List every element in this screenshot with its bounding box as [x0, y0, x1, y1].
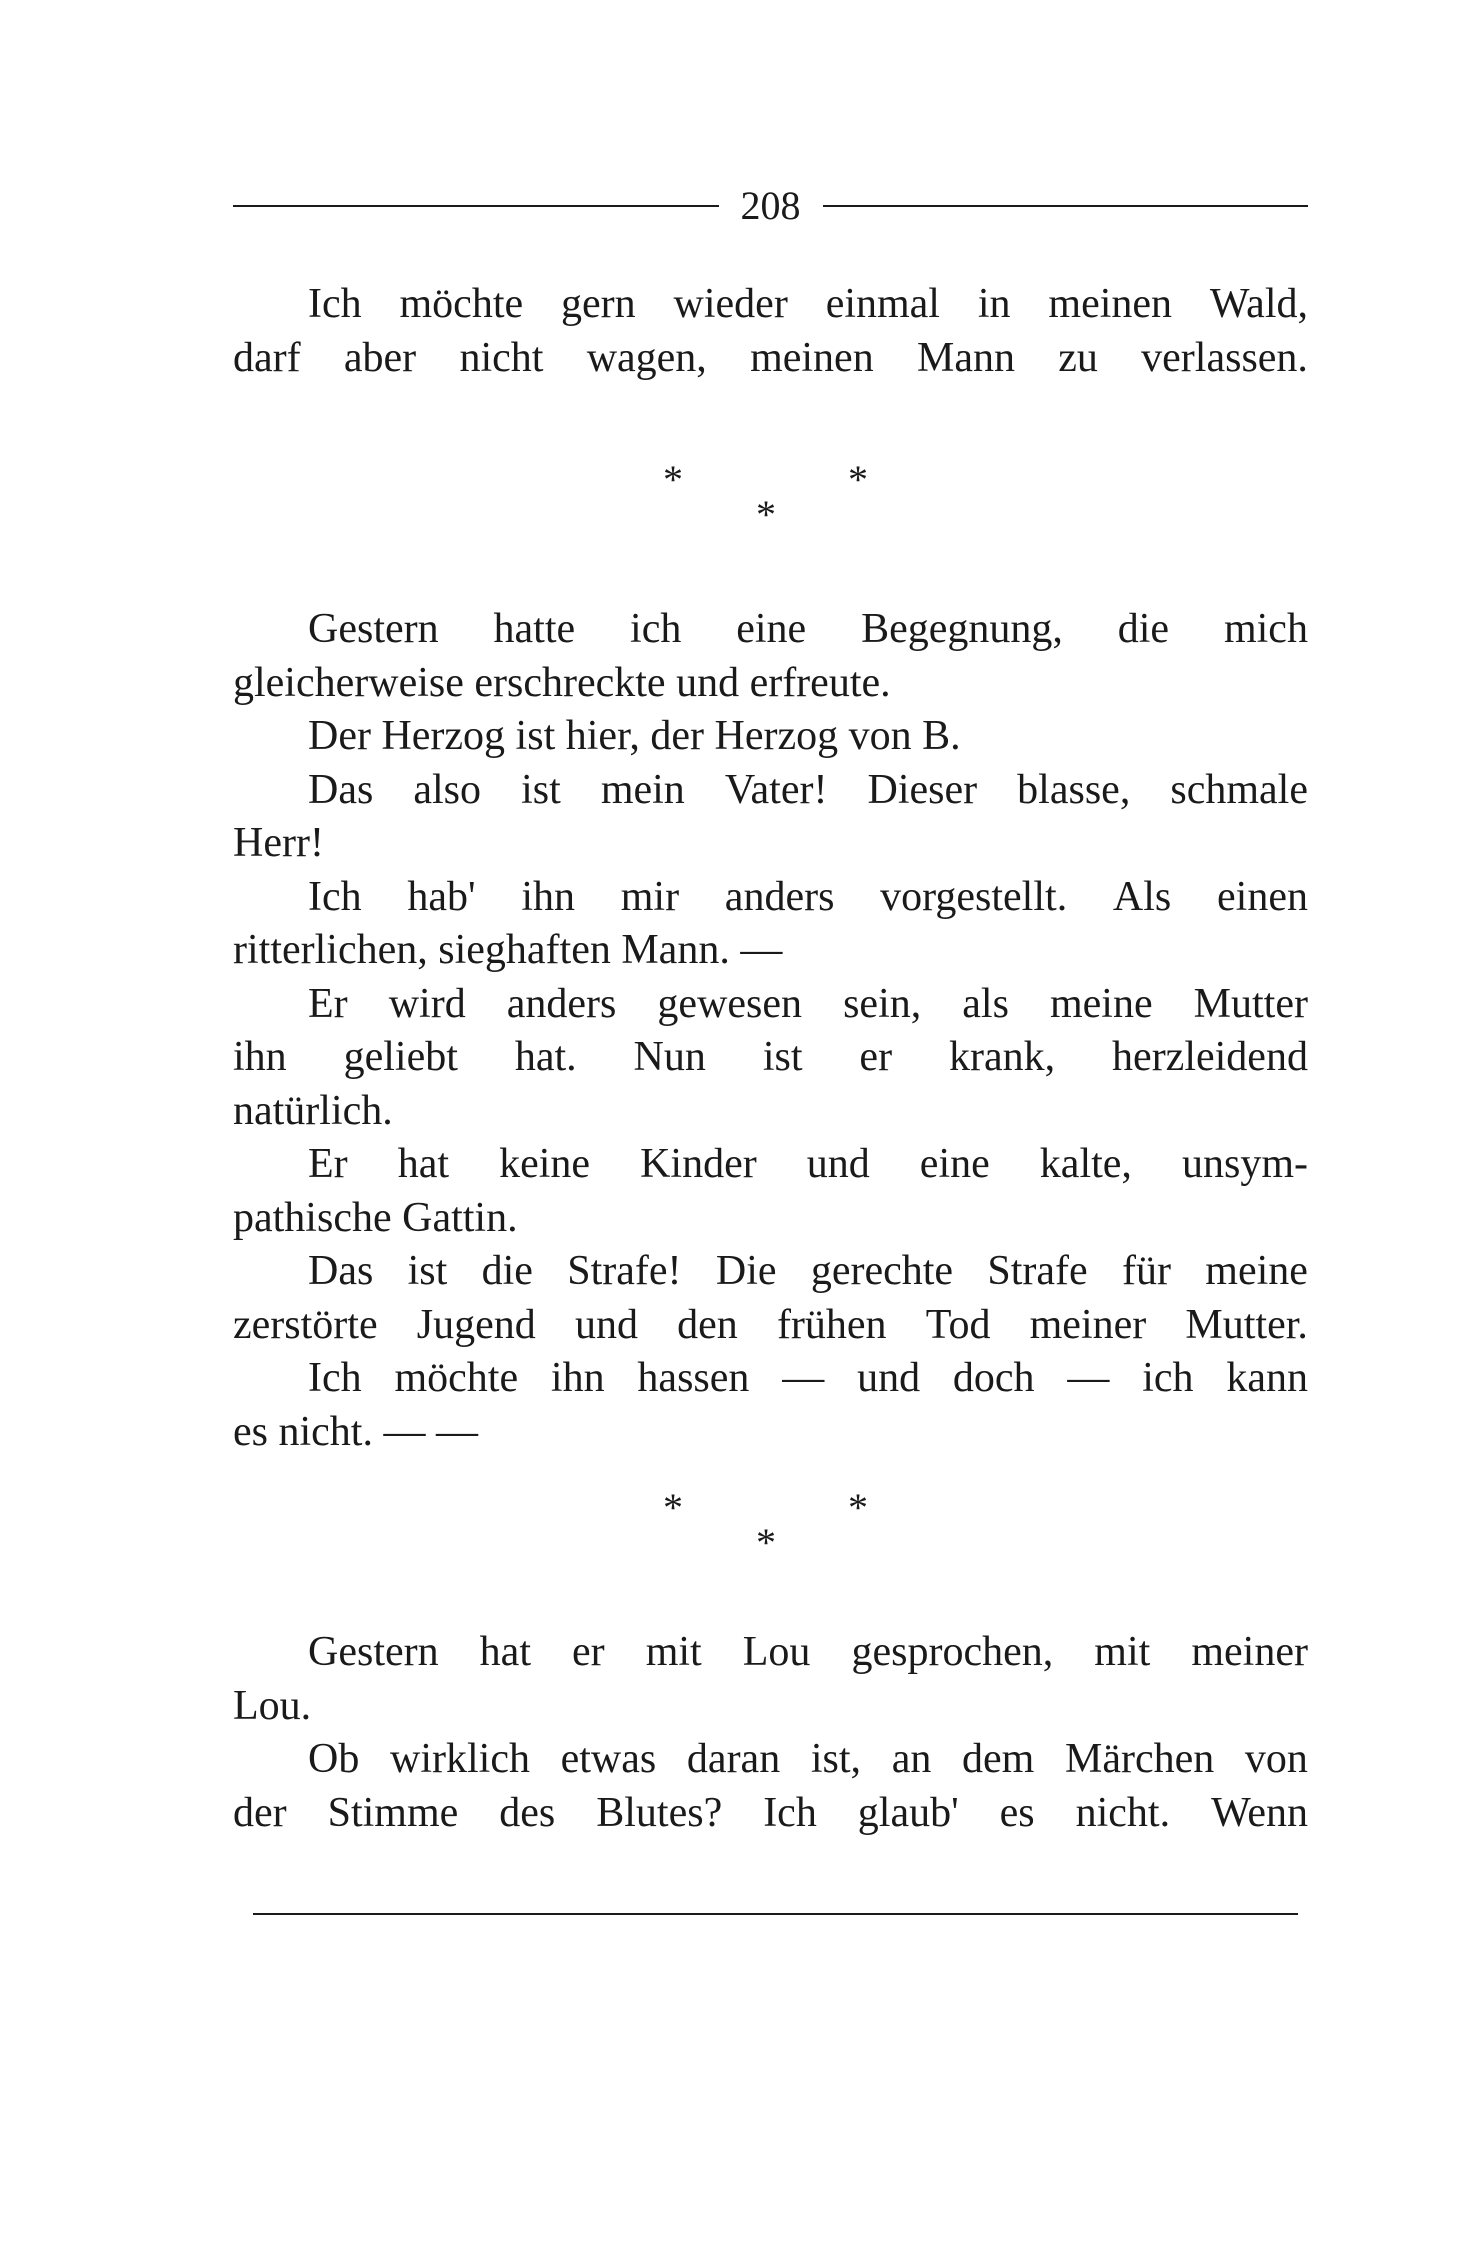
header-rule-left: [233, 205, 719, 207]
word: frühen: [776, 1301, 887, 1348]
word: als: [962, 980, 1009, 1027]
word: Tod: [925, 1301, 991, 1348]
word: hatte: [493, 606, 576, 652]
word: ist: [521, 766, 561, 813]
word: Das: [308, 1248, 374, 1294]
text-line: es nicht. — —: [233, 1408, 478, 1455]
word: möchte: [399, 281, 524, 327]
word: Er: [308, 980, 348, 1027]
paragraph-block-2: [233, 603, 1308, 1459]
word: Nun: [633, 1034, 706, 1080]
text-line: ritterlichen, sieghaften Mann. —: [233, 927, 783, 973]
word: wird: [388, 980, 466, 1027]
star-icon: *: [756, 1520, 776, 1565]
word: Lou: [742, 1629, 811, 1675]
word: meinen: [1048, 281, 1173, 327]
word: daran: [686, 1736, 781, 1782]
text-line: pathische Gattin.: [233, 1194, 518, 1241]
star-icon: *: [663, 457, 683, 502]
word: gewesen: [657, 980, 803, 1027]
word: eine: [736, 606, 807, 652]
word: Ich: [308, 1355, 362, 1401]
word: von: [1244, 1736, 1308, 1782]
page-number: 208: [740, 183, 801, 228]
word: meiner: [1191, 1629, 1308, 1675]
word: nicht.: [1075, 1789, 1171, 1836]
text-line: gleicherweise erschreckte und erfreute.: [233, 659, 891, 706]
word: Ob: [308, 1736, 360, 1782]
word: mit: [645, 1629, 702, 1675]
word: Strafe: [987, 1248, 1088, 1294]
word: doch: [952, 1355, 1035, 1401]
footer-rule: [253, 1913, 1298, 1915]
word: es: [999, 1789, 1035, 1836]
word: wagen,: [586, 334, 707, 381]
word: ist,: [810, 1736, 862, 1782]
word: an: [891, 1736, 932, 1782]
text-line: [233, 764, 1308, 818]
word: —: [1067, 1355, 1110, 1401]
star-icon: *: [663, 1485, 683, 1530]
text-line: [233, 871, 1308, 925]
word: ist: [407, 1248, 448, 1294]
word: vorgestellt.: [880, 873, 1068, 920]
page-header: [233, 176, 1308, 236]
word: Strafe!: [567, 1248, 682, 1294]
word: Das: [308, 766, 374, 813]
text-line: [233, 1787, 1308, 1841]
word: kann: [1226, 1355, 1308, 1401]
text-line: [233, 332, 1308, 386]
word: mit: [1094, 1629, 1151, 1675]
text-line: Herr!: [233, 820, 324, 866]
text-line: [233, 1138, 1308, 1192]
word: er: [859, 1034, 893, 1080]
word: gerechte: [810, 1248, 954, 1294]
text-line: [233, 278, 1308, 332]
word: des: [499, 1789, 556, 1836]
word: gern: [561, 281, 636, 327]
word: und: [574, 1301, 638, 1348]
word: etwas: [560, 1736, 657, 1782]
text-line: natürlich.: [233, 1087, 393, 1134]
text-line: [233, 1626, 1308, 1680]
word: blasse,: [1017, 766, 1131, 813]
star-icon: *: [848, 457, 868, 502]
star-icon: *: [756, 492, 776, 537]
word: meiner: [1029, 1301, 1147, 1348]
word: die: [481, 1248, 533, 1294]
word: hat: [479, 1629, 531, 1675]
word: also: [413, 766, 482, 813]
word: verlassen.: [1141, 334, 1308, 381]
word: Jugend: [416, 1301, 536, 1348]
paragraph-block-3: [233, 1626, 1308, 1840]
word: Ich: [308, 873, 362, 920]
section-divider-stars-1: [653, 457, 893, 540]
word: schmale: [1170, 766, 1308, 813]
word: ihn: [521, 873, 575, 920]
word: Vater!: [724, 766, 828, 813]
word: Die: [715, 1248, 777, 1294]
word: gesprochen,: [851, 1629, 1054, 1675]
word: wieder: [673, 281, 788, 327]
word: Kinder: [640, 1141, 757, 1187]
word: glaub': [857, 1789, 959, 1836]
text-line: [233, 1031, 1308, 1085]
word: Dieser: [867, 766, 978, 813]
word: krank,: [948, 1034, 1056, 1080]
word: anders: [724, 873, 835, 920]
word: ich: [1142, 1355, 1194, 1401]
word: herzleidend: [1112, 1034, 1308, 1080]
word: dem: [962, 1736, 1035, 1782]
word: unsym-: [1181, 1141, 1308, 1187]
word: mich: [1223, 606, 1308, 652]
word: Mutter: [1193, 980, 1308, 1027]
word: sein,: [843, 980, 922, 1027]
word: nicht: [459, 334, 544, 381]
word: mir: [620, 873, 680, 920]
word: die: [1117, 606, 1170, 652]
word: Gestern: [308, 1629, 439, 1675]
word: und: [857, 1355, 921, 1401]
word: und: [806, 1141, 870, 1187]
text-line: [233, 1733, 1308, 1787]
word: wirklich: [390, 1736, 530, 1782]
word: Blutes?: [596, 1789, 723, 1836]
word: geliebt: [343, 1034, 458, 1080]
word: hat.: [514, 1034, 577, 1080]
word: anders: [506, 980, 617, 1027]
word: hat: [397, 1141, 450, 1187]
paragraph-block-1: [233, 278, 1308, 385]
word: aber: [343, 334, 417, 381]
word: hab': [407, 873, 476, 920]
word: Märchen: [1064, 1736, 1215, 1782]
word: mein: [600, 766, 685, 813]
word: Wald,: [1209, 281, 1308, 327]
word: Begegnung,: [861, 606, 1063, 652]
text-line: [233, 1245, 1308, 1299]
word: darf: [233, 334, 301, 381]
word: —: [782, 1355, 825, 1401]
word: meine: [1205, 1248, 1308, 1294]
text-line: Lou.: [233, 1682, 312, 1729]
word: ihn: [233, 1034, 287, 1080]
word: zu: [1058, 334, 1098, 381]
word: ihn: [550, 1355, 605, 1401]
word: einen: [1217, 873, 1308, 920]
text-line: [233, 978, 1308, 1032]
word: Ich: [763, 1789, 817, 1836]
header-rule-right: [823, 205, 1309, 207]
word: Wenn: [1211, 1789, 1308, 1836]
word: den: [677, 1301, 738, 1348]
word: ist: [762, 1034, 803, 1080]
word: meine: [1049, 980, 1153, 1027]
word: Gestern: [308, 606, 439, 652]
word: der: [233, 1789, 287, 1836]
word: Als: [1112, 873, 1172, 920]
word: er: [572, 1629, 605, 1675]
section-divider-stars-2: [653, 1485, 893, 1568]
word: ich: [630, 606, 682, 652]
word: für: [1121, 1248, 1171, 1294]
star-icon: *: [848, 1485, 868, 1530]
word: einmal: [825, 281, 940, 327]
word: Mann: [916, 334, 1015, 381]
text-line: Der Herzog ist hier, der Herzog von B.: [308, 713, 961, 759]
word: in: [977, 281, 1011, 327]
word: Stimme: [327, 1789, 459, 1836]
word: möchte: [394, 1355, 519, 1401]
word: kalte,: [1039, 1141, 1132, 1187]
word: Mutter.: [1185, 1301, 1308, 1348]
word: Ich: [308, 281, 362, 327]
word: keine: [499, 1141, 591, 1187]
word: hassen: [637, 1355, 750, 1401]
word: meinen: [750, 334, 874, 381]
text-line: [233, 603, 1308, 657]
word: zerstörte: [233, 1301, 378, 1348]
word: eine: [919, 1141, 990, 1187]
text-line: [233, 1352, 1308, 1406]
text-line: [233, 1299, 1308, 1353]
word: Er: [308, 1141, 348, 1187]
